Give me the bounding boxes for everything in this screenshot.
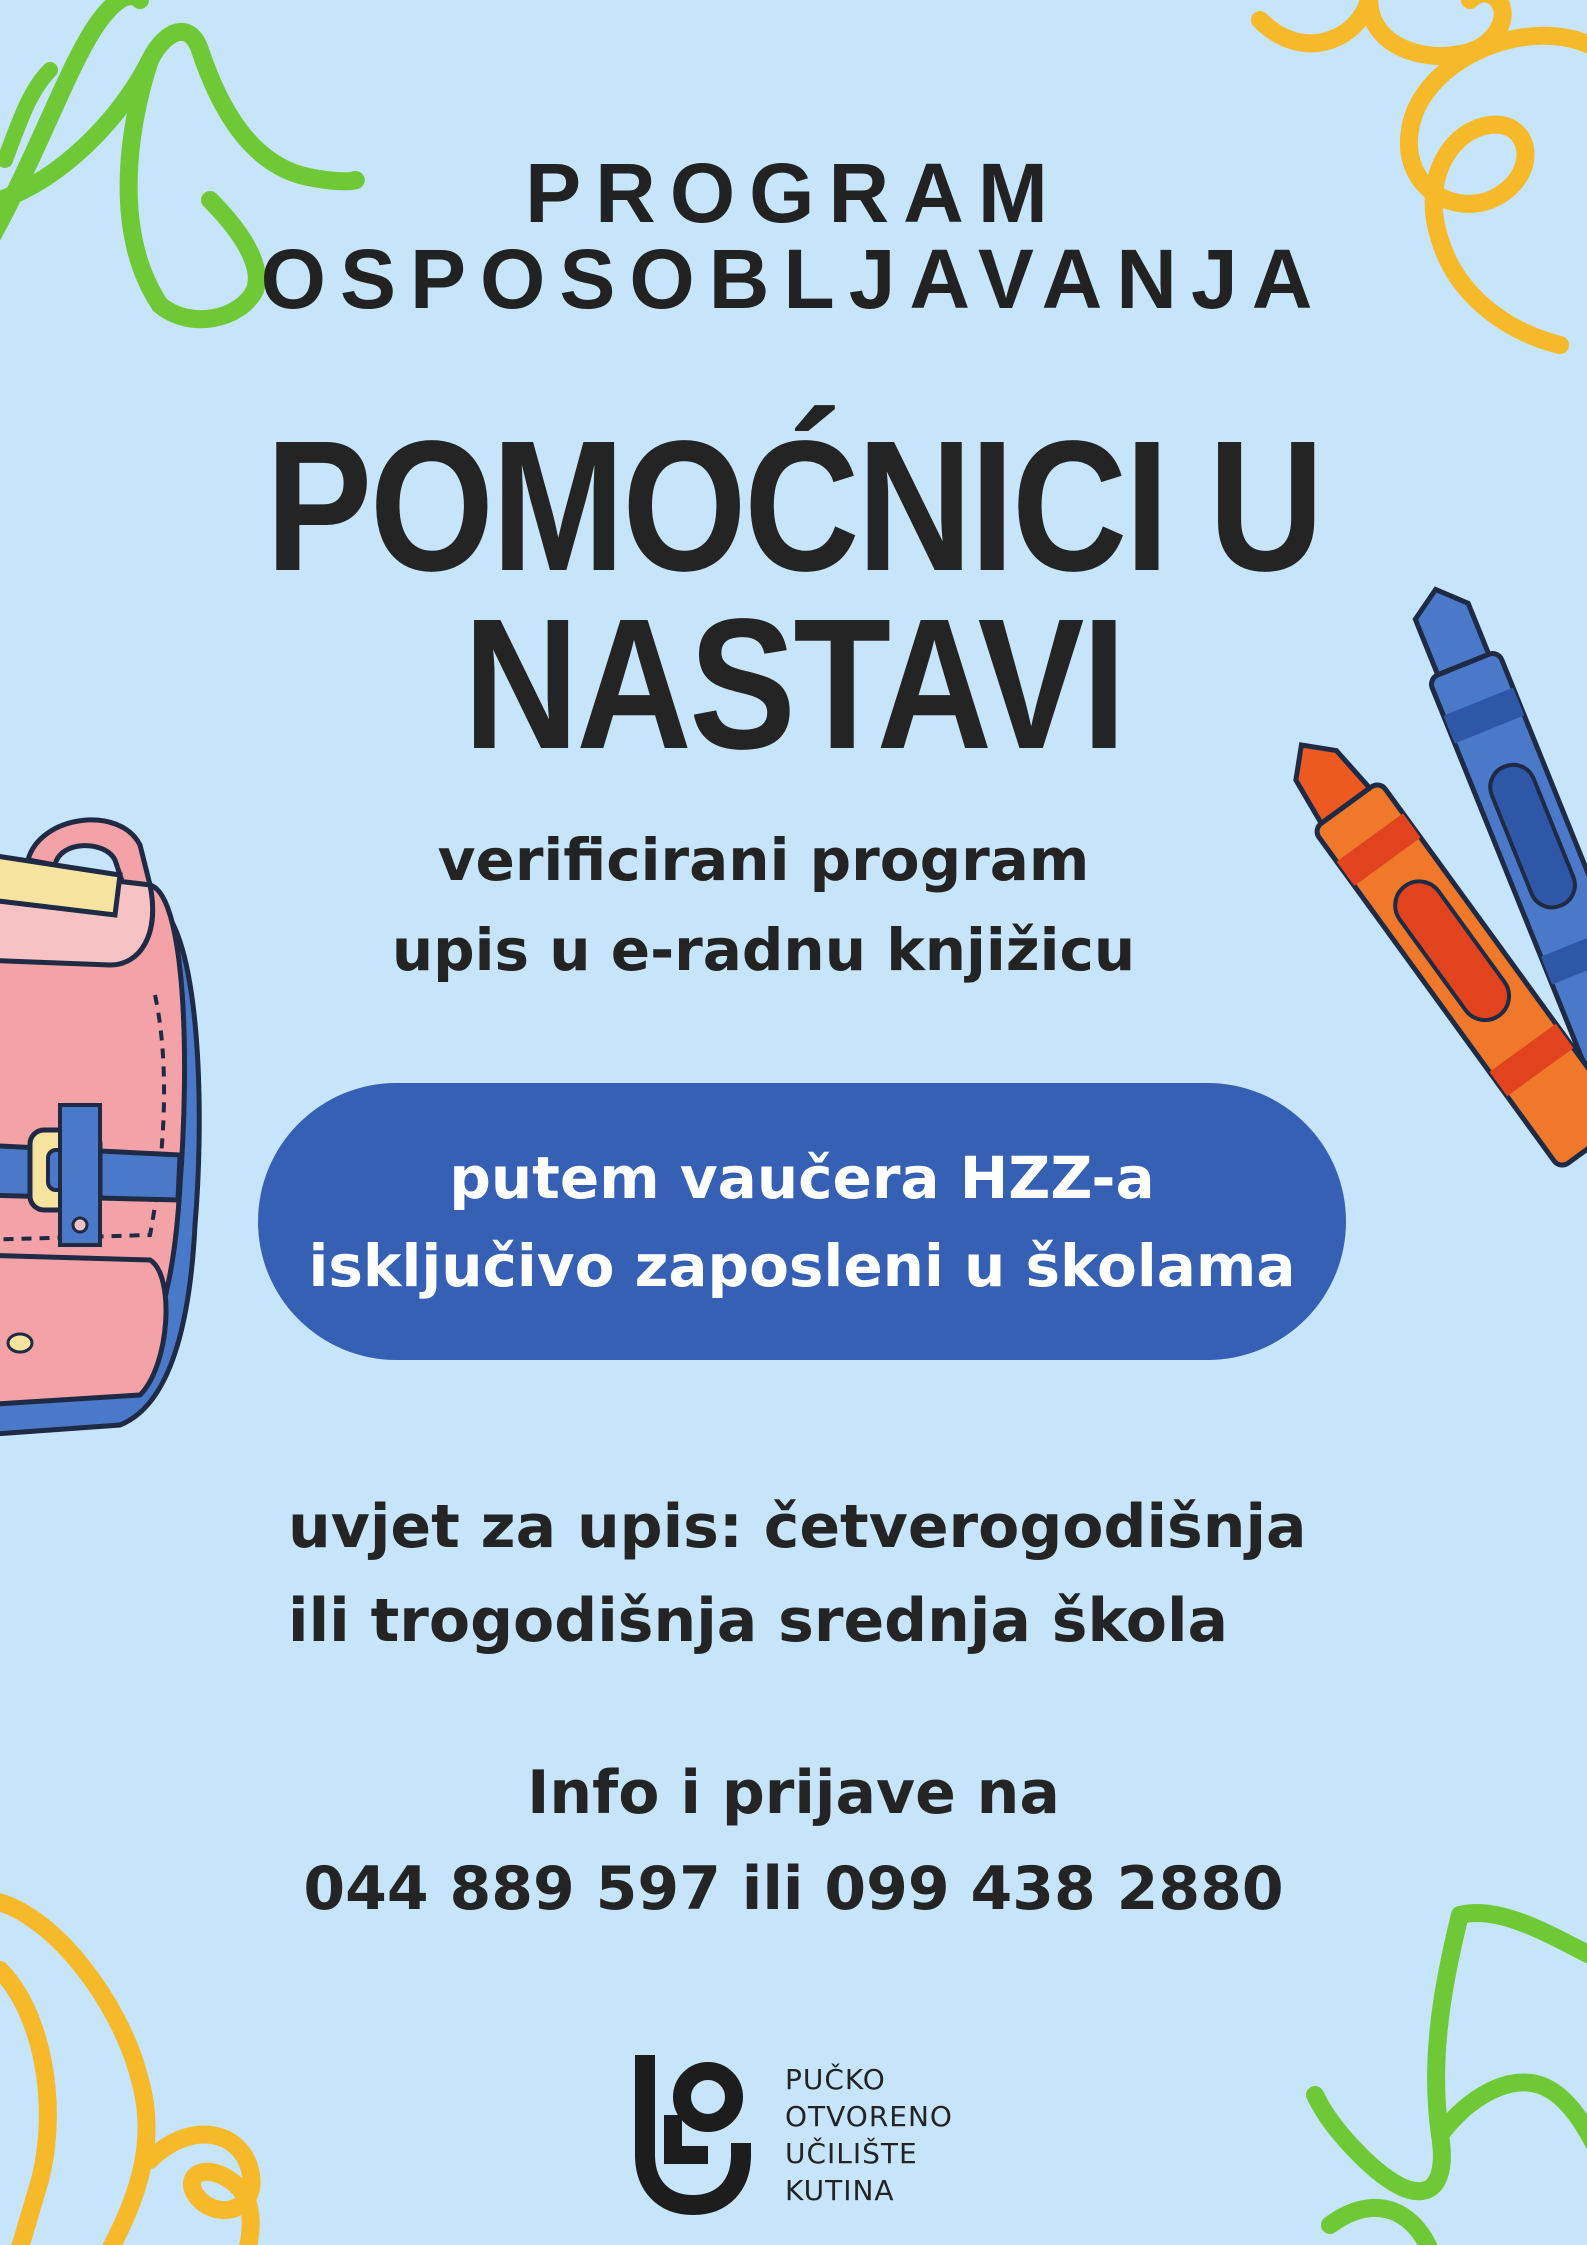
logo-text	[785, 2061, 953, 2209]
eyebrow-line-1: PROGRAM	[525, 146, 1062, 240]
green-squiggle-bottom-right-icon	[1300, 1895, 1587, 2245]
contact-phones: 044 889 597 ili 099 438 2880	[303, 1854, 1284, 1924]
eyebrow-line-2: OSPOSOBLJAVANJA	[260, 232, 1327, 326]
logo-line-2: OTVORENO	[785, 2100, 953, 2133]
voucher-pill-line-2: isključivo zaposleni u školama	[308, 1231, 1296, 1300]
voucher-pill-text	[309, 1134, 1296, 1310]
contact-line-1: Info i prijave na	[527, 1758, 1060, 1828]
requirement-line-1: uvjet za upis: četverogodišnja	[288, 1492, 1307, 1562]
main-title-line-2: NASTAVI	[463, 581, 1124, 788]
subtitle	[0, 815, 1557, 995]
logo-line-3: UČILIŠTE	[785, 2137, 918, 2170]
voucher-pill	[258, 1083, 1346, 1360]
eyebrow-heading	[0, 146, 1587, 326]
main-title-line-1: POMOĆNICI U	[265, 403, 1322, 610]
requirement-line-2: ili trogodišnja srednja škola	[288, 1586, 1229, 1656]
enrollment-requirement	[288, 1480, 1307, 1668]
logo-line-1: PUČKO	[785, 2063, 886, 2096]
subtitle-line-2: upis u e-radnu knjižicu	[391, 916, 1136, 984]
institution-logo	[633, 2055, 953, 2215]
contact-info	[0, 1745, 1587, 1937]
subtitle-line-1: verificirani program	[437, 826, 1090, 894]
puo-kutina-logo-icon	[633, 2055, 753, 2215]
logo-line-4: KUTINA	[785, 2174, 895, 2207]
main-title	[111, 403, 1476, 788]
voucher-pill-line-1: putem vaučera HZZ-a	[449, 1143, 1155, 1212]
